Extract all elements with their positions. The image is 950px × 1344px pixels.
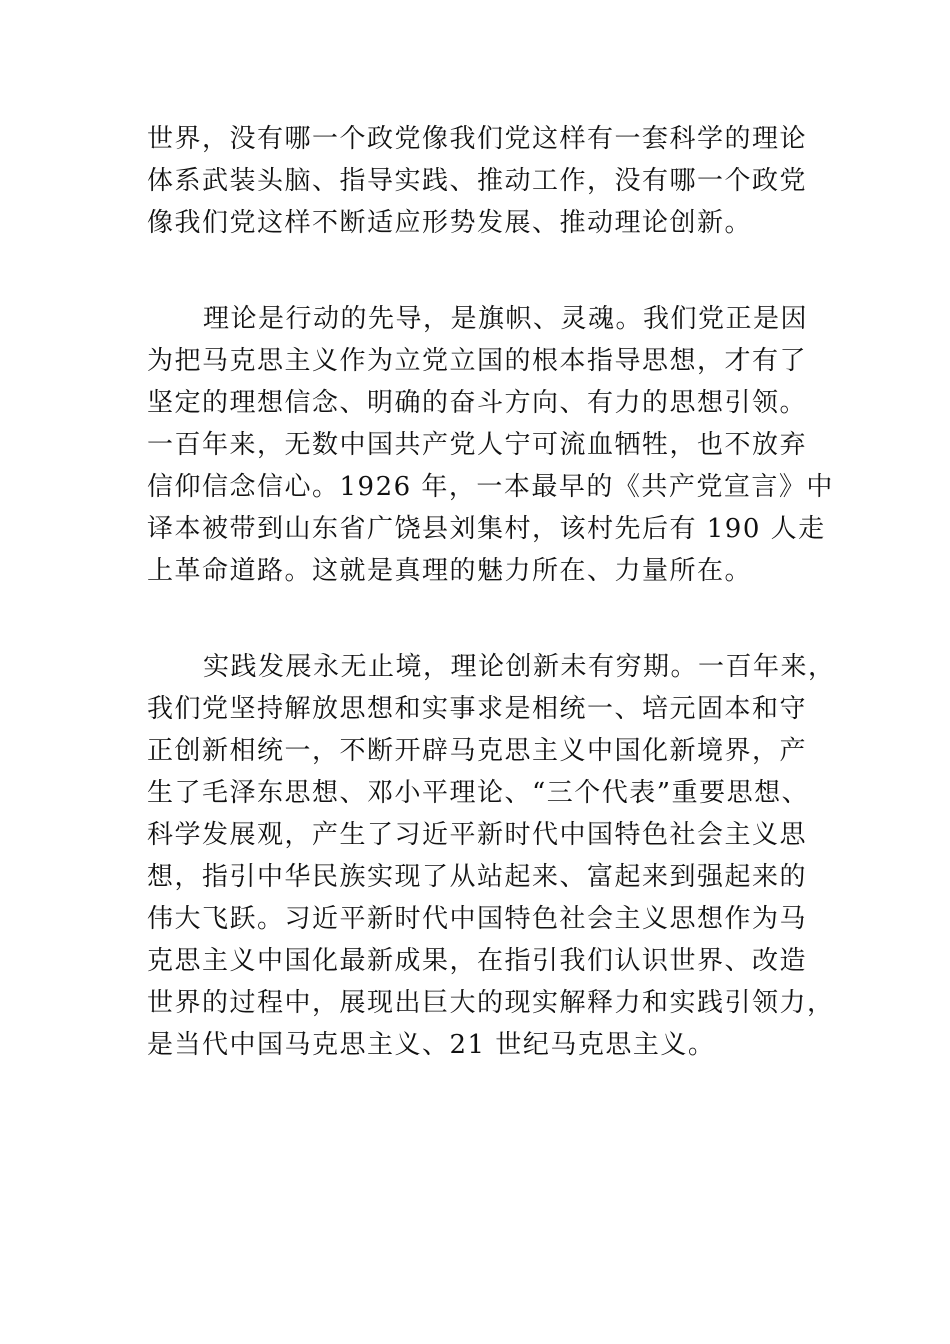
paragraph-line: 译本被带到山东省广饶县刘集村，该村先后有 190 人走 bbox=[147, 514, 826, 544]
paragraph-line: 为把马克思主义作为立党立国的根本指导思想，才有了 bbox=[147, 346, 808, 376]
paragraph-2 bbox=[147, 298, 834, 592]
paragraph-line: 我们党坚持解放思想和实事求是相统一、培元固本和守 bbox=[147, 694, 808, 724]
paragraph-line: 正创新相统一，不断开辟马克思主义中国化新境界，产 bbox=[147, 736, 808, 766]
paragraph-line: 世界，没有哪一个政党像我们党这样有一套科学的理论 bbox=[147, 124, 808, 154]
paragraph-line: 科学发展观，产生了习近平新时代中国特色社会主义思 bbox=[147, 820, 808, 850]
paragraph-line: 上革命道路。这就是真理的魅力所在、力量所在。 bbox=[147, 556, 753, 586]
paragraph-1 bbox=[147, 118, 808, 244]
paragraph-line: 信仰信念信心。1926 年，一本最早的《共产党宣言》中 bbox=[147, 472, 834, 502]
paragraph-line: 世界的过程中，展现出巨大的现实解释力和实践引领力， bbox=[147, 988, 835, 1018]
paragraph-line: 一百年来，无数中国共产党人宁可流血牺牲，也不放弃 bbox=[147, 430, 808, 460]
paragraph-line: 实践发展永无止境，理论创新未有穷期。一百年来， bbox=[203, 652, 836, 682]
paragraph-line: 体系武装头脑、指导实践、推动工作，没有哪一个政党 bbox=[147, 166, 808, 196]
paragraph-line: 像我们党这样不断适应形势发展、推动理论创新。 bbox=[147, 208, 753, 238]
paragraph-3 bbox=[147, 646, 836, 1066]
paragraph-line: 想，指引中华民族实现了从站起来、富起来到强起来的 bbox=[147, 862, 808, 892]
paragraph-line: 伟大飞跃。习近平新时代中国特色社会主义思想作为马 bbox=[147, 904, 808, 934]
paragraph-line: 理论是行动的先导，是旗帜、灵魂。我们党正是因 bbox=[203, 304, 809, 334]
paragraph-line: 是当代中国马克思主义、21 世纪马克思主义。 bbox=[147, 1030, 716, 1060]
paragraph-line: 生了毛泽东思想、邓小平理论、“三个代表”重要思想、 bbox=[147, 778, 810, 808]
paragraph-line: 坚定的理想信念、明确的奋斗方向、有力的思想引领。 bbox=[147, 388, 808, 418]
paragraph-line: 克思主义中国化最新成果，在指引我们认识世界、改造 bbox=[147, 946, 808, 976]
